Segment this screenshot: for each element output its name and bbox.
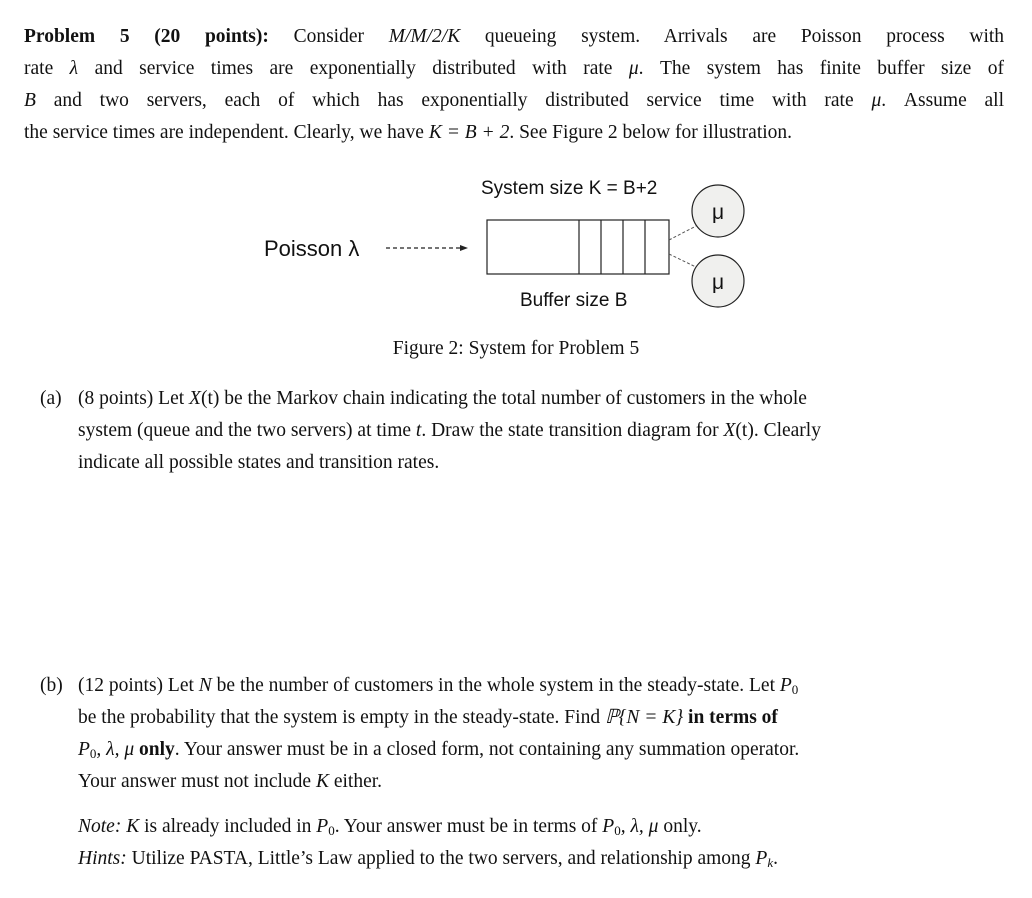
buffer-size-label: Buffer size B xyxy=(520,290,628,311)
problem-heading: Problem 5 (20 points): xyxy=(24,26,269,47)
problem-line-3: B and two servers, each of which has exponentially distributed service time with rate μ. Assume all xyxy=(24,90,1005,111)
note-line: Note: K is already included in $P_0$. Your answer must be in terms of $P_0$, λ, μ only. xyxy=(78,816,702,838)
part-b-text: (12 points) Let N be the number of customers in the whole system in the steady-state. Let $P_0$ be the probability that the system is empty in the steady-state. Find ℙ{N = K} in terms of $P_0$, λ, μ only. Your answer must be in a closed form, not containing any summation operator. Your answer must not include K either. xyxy=(78,675,800,792)
note-block xyxy=(78,811,1004,875)
part-a-label: (a) xyxy=(40,388,62,409)
arrival-arrowhead xyxy=(460,245,468,251)
problem-line-4: the service times are independent. Clearly, we have K = B + 2. See Figure 2 below for illustration. xyxy=(24,122,793,143)
server-1-rate: μ xyxy=(711,201,725,224)
hints-line: Hints: Utilize PASTA, Little’s Law applied to the two servers, and relationship among $P_k$. xyxy=(78,848,778,870)
part-a-text: (8 points) Let X(t) be the Markov chain indicating the total number of customers in the whole system (queue and the two servers) at time t. Draw the state transition diagram for X(t). Clearly indicate all possible states and transition rates. xyxy=(78,388,821,473)
route-to-server-1 xyxy=(669,225,698,240)
system-size-label: System size K = B+2 xyxy=(481,178,658,199)
queue-figure xyxy=(0,0,1032,330)
problem-line-2: rate λ and service times are exponentially distributed with rate μ. The system has finite buffer size of xyxy=(24,58,1005,79)
buffer-box xyxy=(487,220,669,274)
problem-line-1: Problem 5 (20 points): Consider M/M/2/K queueing system. Arrivals are Poisson process with xyxy=(24,26,1005,47)
figure-caption: Figure 2: System for Problem 5 xyxy=(392,338,640,359)
part-b-label: (b) xyxy=(40,675,63,696)
server-2-rate: μ xyxy=(711,271,725,294)
arrival-label: Poisson λ xyxy=(264,236,360,261)
route-to-server-2 xyxy=(669,254,698,268)
